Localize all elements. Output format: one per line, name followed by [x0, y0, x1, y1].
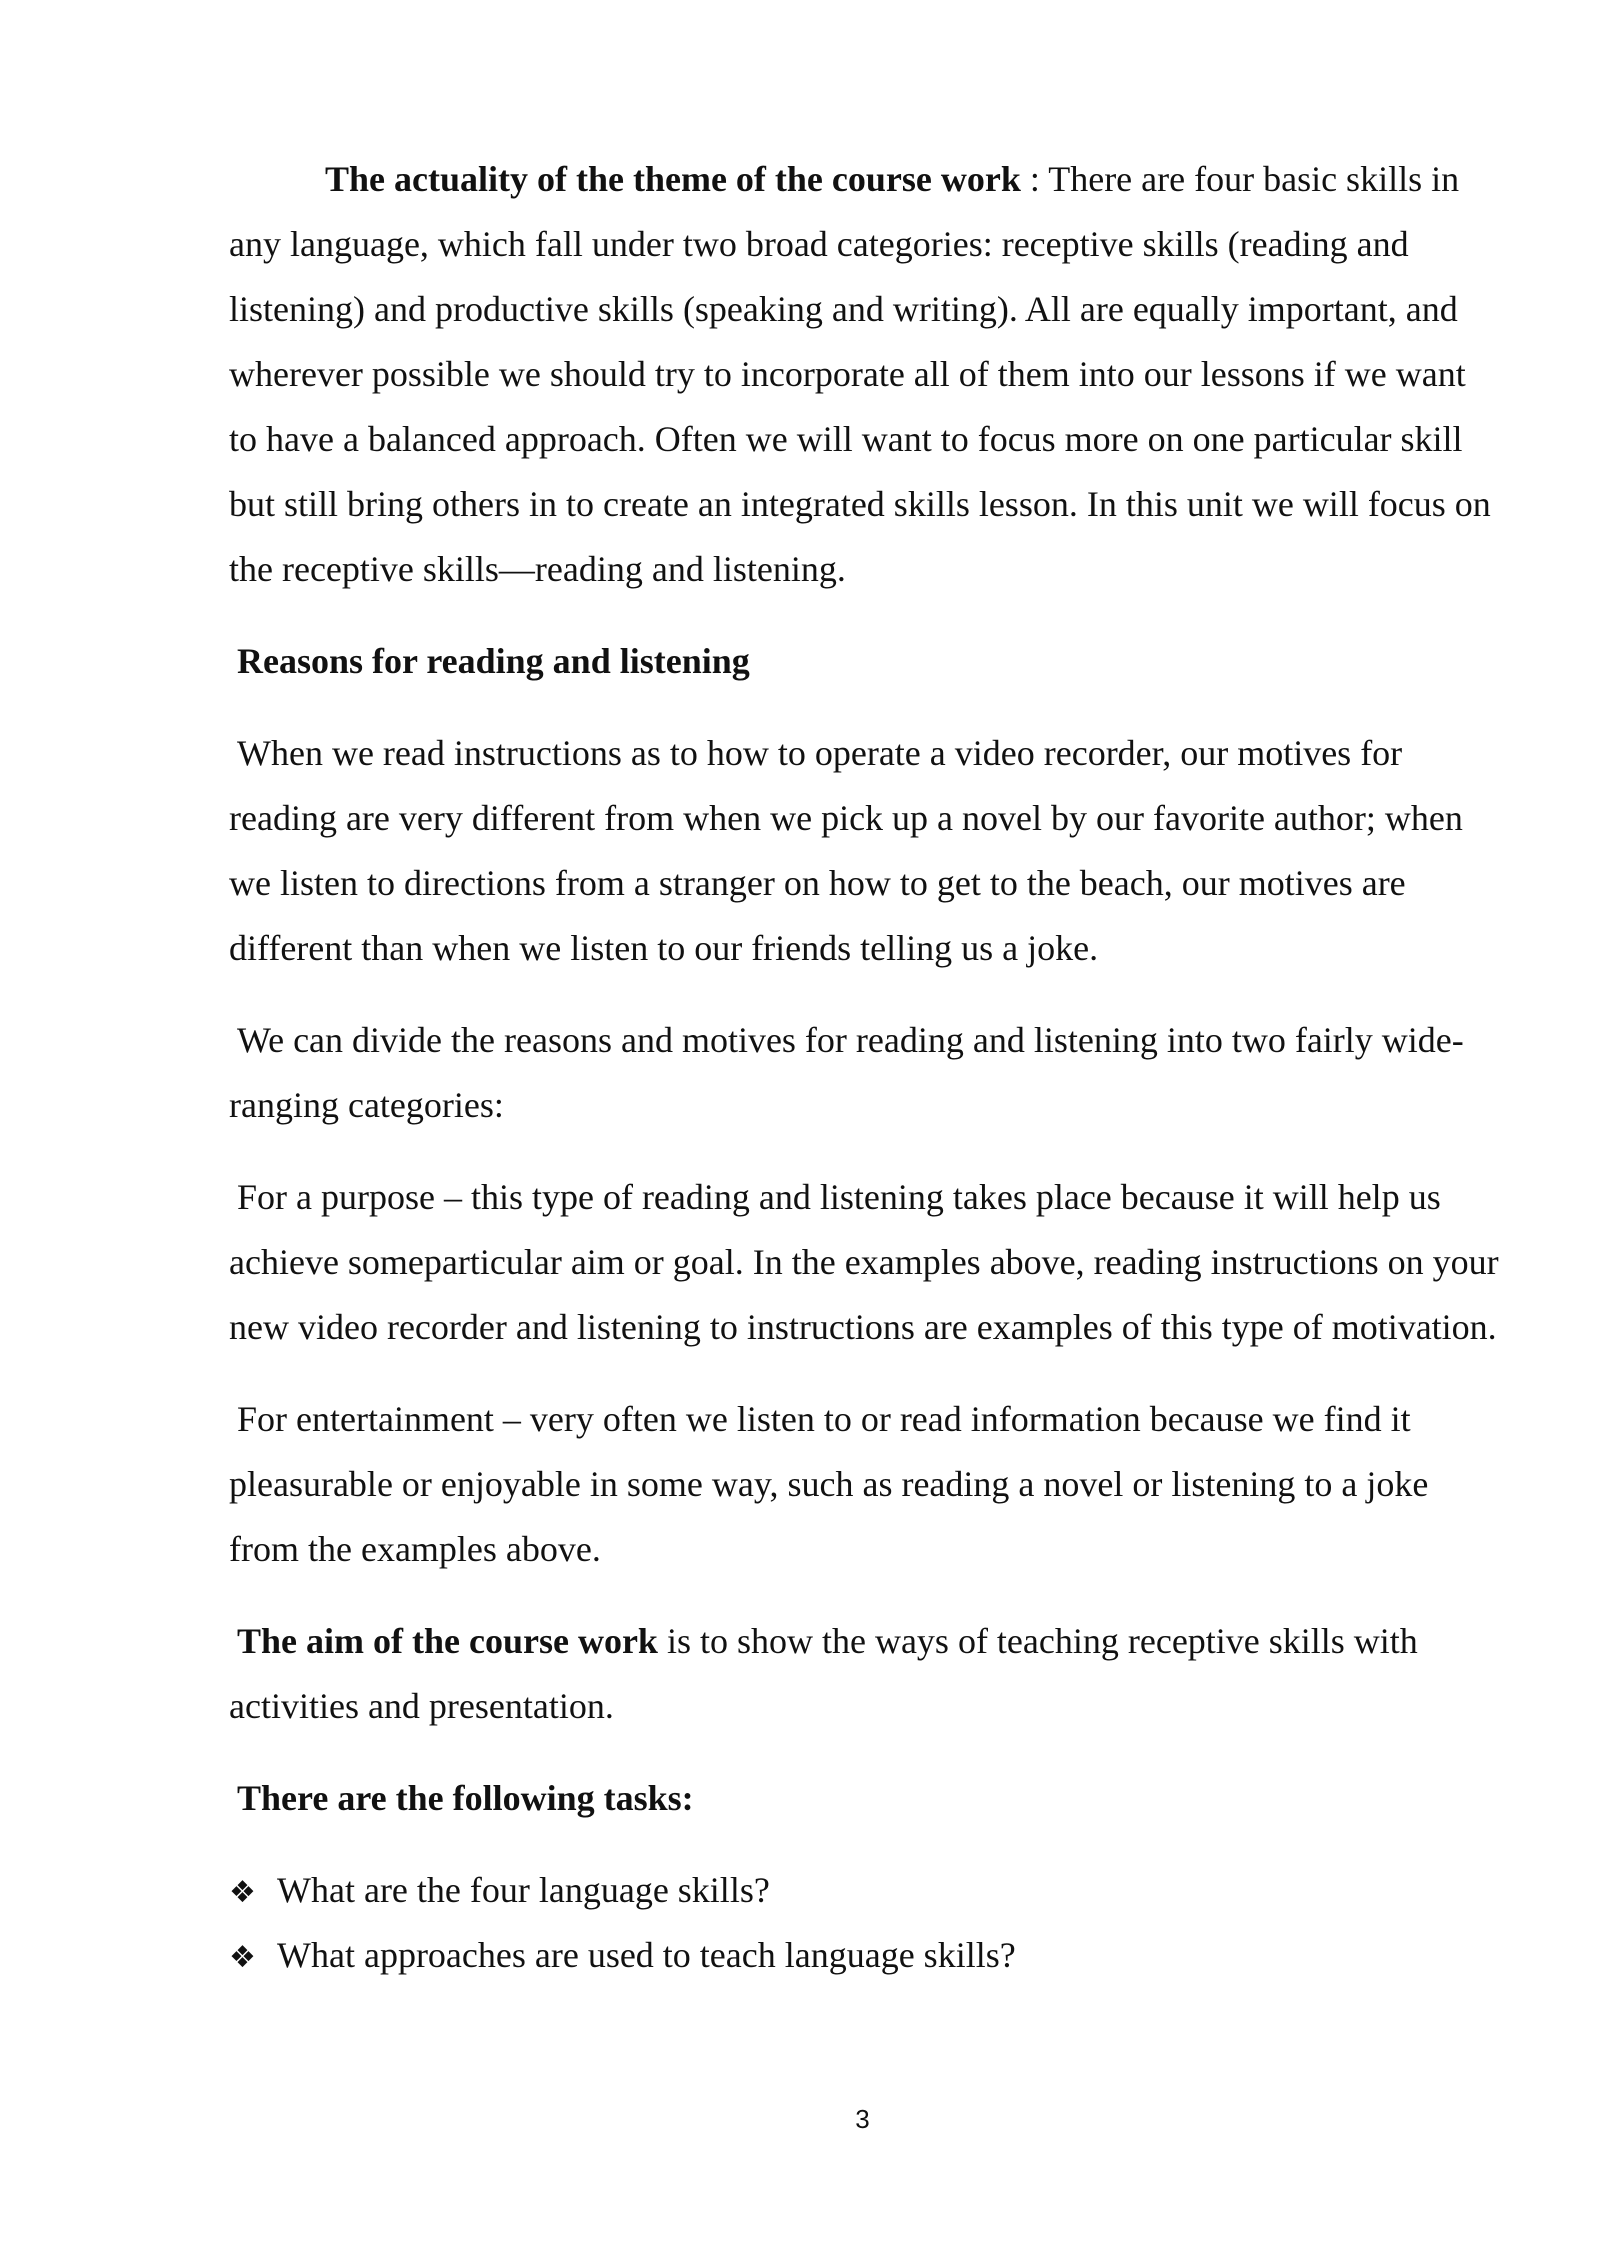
list-item	[229, 1923, 1501, 1988]
task-text: What approaches are used to teach language skills?	[277, 1935, 1016, 1975]
purpose-paragraph: For a purpose – this type of reading and listening takes place because it will help us achieve someparticular aim or goal. In the examples above, reading instructions on your new video recorder and listening to instructions are examples of this type of motivation.	[229, 1177, 1499, 1347]
intro-text: : There are four basic skills in any language, which fall under two broad categories: receptive skills (reading and listening) and productive skills (speaking and writing). All are equally important, and wherever possible we should try to incorporate all of them into our lessons if we want to have a balanced approach. Often we will want to focus more on one particular skill but still bring others in to create an integrated skills lesson. In this unit we will focus on the receptive skills—reading and listening.	[229, 159, 1491, 589]
diamond-bullet-icon: ❖	[229, 1875, 256, 1910]
tasks-heading: There are the following tasks:	[237, 1778, 694, 1818]
task-list	[229, 1858, 1501, 1988]
aim-text: is to show the ways of teaching receptive skills with activities and presentation.	[229, 1621, 1418, 1726]
intro-paragraph	[229, 147, 1501, 602]
task-text: What are the four language skills?	[277, 1870, 770, 1910]
motives-paragraph: When we read instructions as to how to operate a video recorder, our motives for reading are very different from when we pick up a novel by our favorite author; when we listen to directions from a stranger on how to get to the beach, our motives are different than when we listen to our friends telling us a joke.	[229, 733, 1463, 968]
diamond-bullet-icon: ❖	[229, 1940, 256, 1975]
aim-paragraph	[229, 1609, 1501, 1739]
divide-paragraph: We can divide the reasons and motives for reading and listening into two fairly wide-ranging categories:	[229, 1020, 1464, 1125]
page-number: 3	[855, 2104, 870, 2134]
list-item	[229, 1858, 1501, 1923]
intro-bold-lead: The actuality of the theme of the course work	[325, 159, 1021, 199]
page-body	[229, 147, 1501, 1988]
reasons-heading: Reasons for reading and listening	[237, 641, 750, 681]
aim-bold-lead: The aim of the course work	[237, 1621, 658, 1661]
entertainment-paragraph: For entertainment – very often we listen to or read information because we find it pleasurable or enjoyable in some way, such as reading a novel or listening to a joke from the examples above.	[229, 1399, 1429, 1569]
